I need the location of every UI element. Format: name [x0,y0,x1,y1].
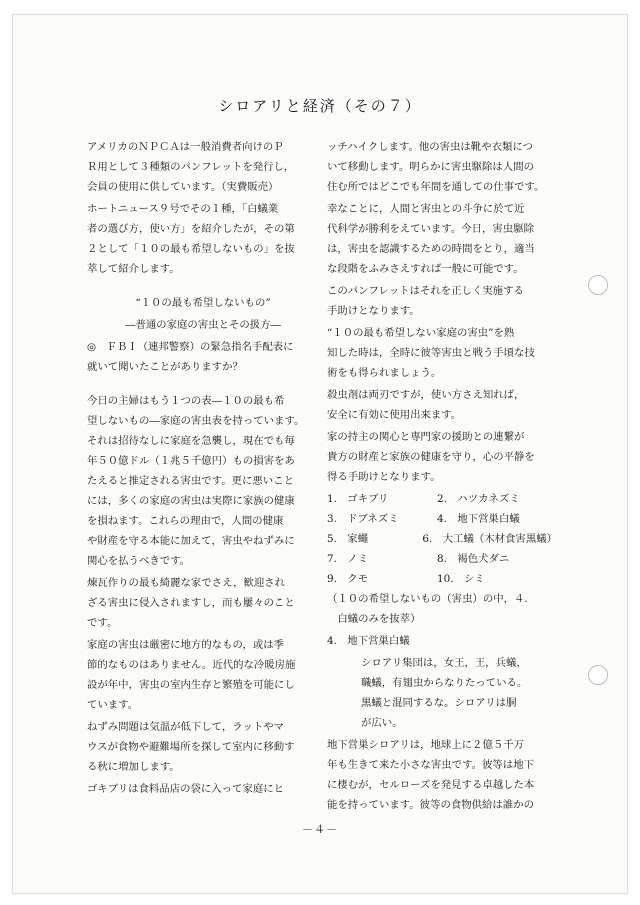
paragraph: 殺虫剤は両刃ですが，使い方さえ知れば， 安全に有効に使用出来ます。 [327,389,525,421]
pest-entry: 1. ゴキブリ [327,493,389,505]
paragraph: ゴキブリは食料品店の袋に入って家庭にヒ [87,783,285,795]
left-column [87,137,319,801]
paragraph: 家庭の害虫は厳密に地方的なもの，或は季 節的なものはありません。近代的な冷暖房施 設が年中，害虫の室内生存と繁殖を可能にし ています。 [87,639,296,711]
document-page [12,14,628,894]
intro-paragraph: アメリカのＮＰＣＡは一般消費者向けのＰ Ｒ用として３種類のパンフレットを発行し， 会員の使用に供しています。（実費販売） [87,141,295,193]
pest-entry: 3. ドブネズミ [327,513,399,525]
paragraph: 煉瓦作りの最も綺麗な家でさえ，歓迎され ざる害虫に侵入されますし，而も屢々のこと です。 [87,577,295,629]
question-paragraph: ◎ ＦＢＩ（連邦警察）の緊急指名手配表に 就いて聞いたことがありますか？ [87,341,294,373]
pest-entry: 7. ノミ [327,553,369,565]
list-item [327,509,557,529]
paragraph: 家の持主の関心と専門家の援助との連繋が 貴方の財産と家族の健康を守り，心の平静を 得る手助けとなります。 [327,431,535,483]
paragraph: ッチハイクします。他の害虫は靴や衣類につ いて移動します。明らかに害虫駆除は人間の 住む所ではどこでも年間を通しての仕事です。 [327,141,545,193]
list-item [327,529,557,549]
paragraph: ホートニュース９号でその１種，「白蟻業 者の選び方，使い方」を紹介したが，その第 ２として「１０の最も希望しないもの」を抜 萃して紹介します。 [87,203,295,275]
item-title: 4. 地下営巣白蟻 [327,635,410,647]
paragraph: 今日の主婦はもう１つの表―１０の最も希 望しないもの―家庭の害虫表を持っています。 それは招待なしに家庭を急襲し，現在でも毎 年５０億ドル（１兆５千億円）もの損害をあ たえると推定される害虫です。更に悪いこと には，多くの家庭の害虫は実際に家族の健康 を損ねます。これらの理由で，人間の健康 や財産を守る本能に加えて，害虫やねずみに 関心を払うべきです。 [87,395,305,567]
paragraph: “１０の最も希望しない家庭の害虫”を熟 知した時は，全時に彼等害虫と戦う手頃な技 術をも得られましょう。 [327,327,535,379]
paragraph: 地下営巣シロアリは，地球上に２億５千万 年も生きて来た小さな害虫です。彼等は地下 に棲むが，セルローズを発見する卓越した本 能を持っています。彼等の食物供給は誰かの [327,739,535,811]
item-description: シロアリ集団は，女王，王，兵蟻， 職蟻，有翅虫からなりたっている。 黒蟻と混同するな。シロアリは胴 が広い。 [361,657,528,729]
section-subheading: ―普通の家庭の害虫とその扱方― [125,319,281,331]
list-item [327,549,557,569]
pest-entry: 4. 地下営巣白蟻 [437,513,520,525]
punch-hole-bottom [588,665,608,685]
right-column [327,137,557,817]
pest-entry: 2. ハツカネズミ [437,493,520,505]
list-note: （１０の希望しないもの（害虫）の中，４. 白蟻のみを抜萃） [327,593,528,625]
pest-entry: 5. 家蠅 [327,533,369,545]
page-number: －４－ [302,823,338,836]
pest-list [327,489,557,589]
pest-entry: 10. シミ [437,573,485,585]
punch-hole-top [588,275,608,295]
paragraph: ねずみ問題は気温が低下して，ラットやマ ウスが食物や避難場所を探して室内に移動す る秋に増加します。 [87,721,295,773]
pest-entry: 9. クモ [327,573,369,585]
list-item [327,569,557,589]
page-title: シロアリと経済（その７） [218,97,422,115]
pest-entry: 8. 褐色犬ダニ [437,553,510,565]
paragraph: このパンフレットはそれを正しく実施する 手助けとなります。 [327,285,524,317]
section-heading: “１０の最も希望しないもの” [135,297,271,309]
paragraph: 幸なことに，人間と害虫との斗争に於て近 代科学が勝利をえています。今日，害虫駆除 は，害虫を認識するための時間をとり，適当 な段階をふみさえすれば一般に可能です。 [327,203,535,275]
list-item [327,489,557,509]
pest-entry: 6. 大工蟻（木材食害黒蟻） [422,533,557,545]
